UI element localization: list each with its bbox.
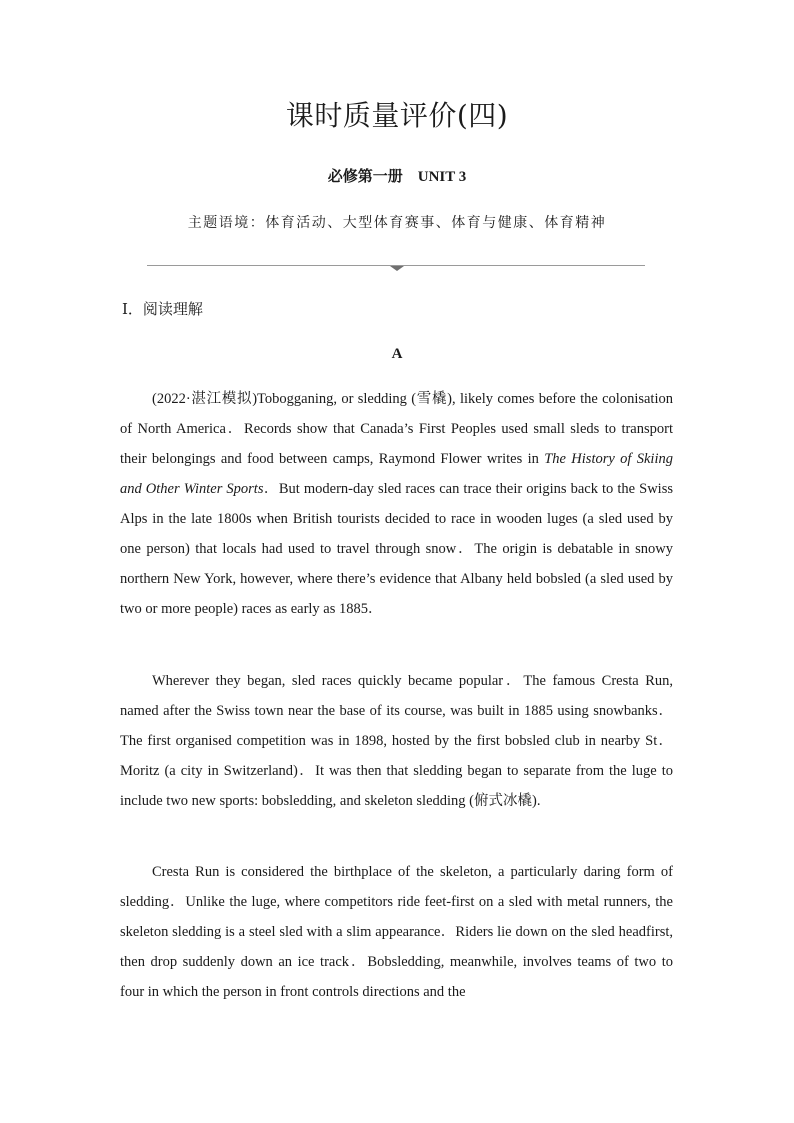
paragraph-1-part-2: ．But modern-day sled races can trace their origins back to the Swiss Alps in the late 1800s when British tourists decided to race in wooden luges (a sled used by one person) that locals had used to travel through snow．The origin is debatable in snowy northern New York, however, where there’s evidence that Albany held bobsled (a sled used by two or more people) races as early as 1885． (120, 481, 673, 617)
book-unit-subtitle: 必修第一册 UNIT 3 (327, 169, 467, 185)
section-heading: Ⅰ．阅读理解 (122, 302, 203, 318)
paragraph-1 (120, 384, 673, 624)
paragraph-1-part-1: (2022·湛江模拟)Tobogganing, or sledding (雪橇), likely comes before the colonisation of North America．Records show that Canada’s First Peoples used small sleds to transport their belongings and food between camps, Raymond Flower writes in (120, 391, 673, 467)
theme-context: 主题语境：体育活动、大型体育赛事、体育与健康、体育精神 (187, 215, 607, 231)
paragraph-3: Cresta Run is considered the birthplace of the skeleton, a particularly daring form of sledding．Unlike the luge, where competitors ride feet-first on a sled with metal runners, the skeleton sledding is a steel sled with a slim appearance．Riders lie down on the sled headfirst, then drop suddenly down an ice track．Bobsledding, meanwhile, involves teams of two to four in which the person in front controls directions and the (120, 864, 673, 1000)
book-title: The History of Skiing and Other Winter Sports (120, 451, 673, 497)
divider-triangle-icon (390, 266, 404, 271)
passage-letter: A (391, 346, 403, 362)
paragraph-2: Wherever they began, sled races quickly became popular．The famous Cresta Run, named after the Swiss town near the base of its course, was built in 1885 using snowbanks．The first organised competition was in 1898, hosted by the first bobsled club in nearby St．Moritz (a city in Switzerland)．It was then that sledding began to separate from the luge to include two new sports: bobsledding, and skeleton sledding (俯式冰橇). (120, 673, 673, 809)
page-title: 课时质量评价(四) (285, 99, 509, 132)
